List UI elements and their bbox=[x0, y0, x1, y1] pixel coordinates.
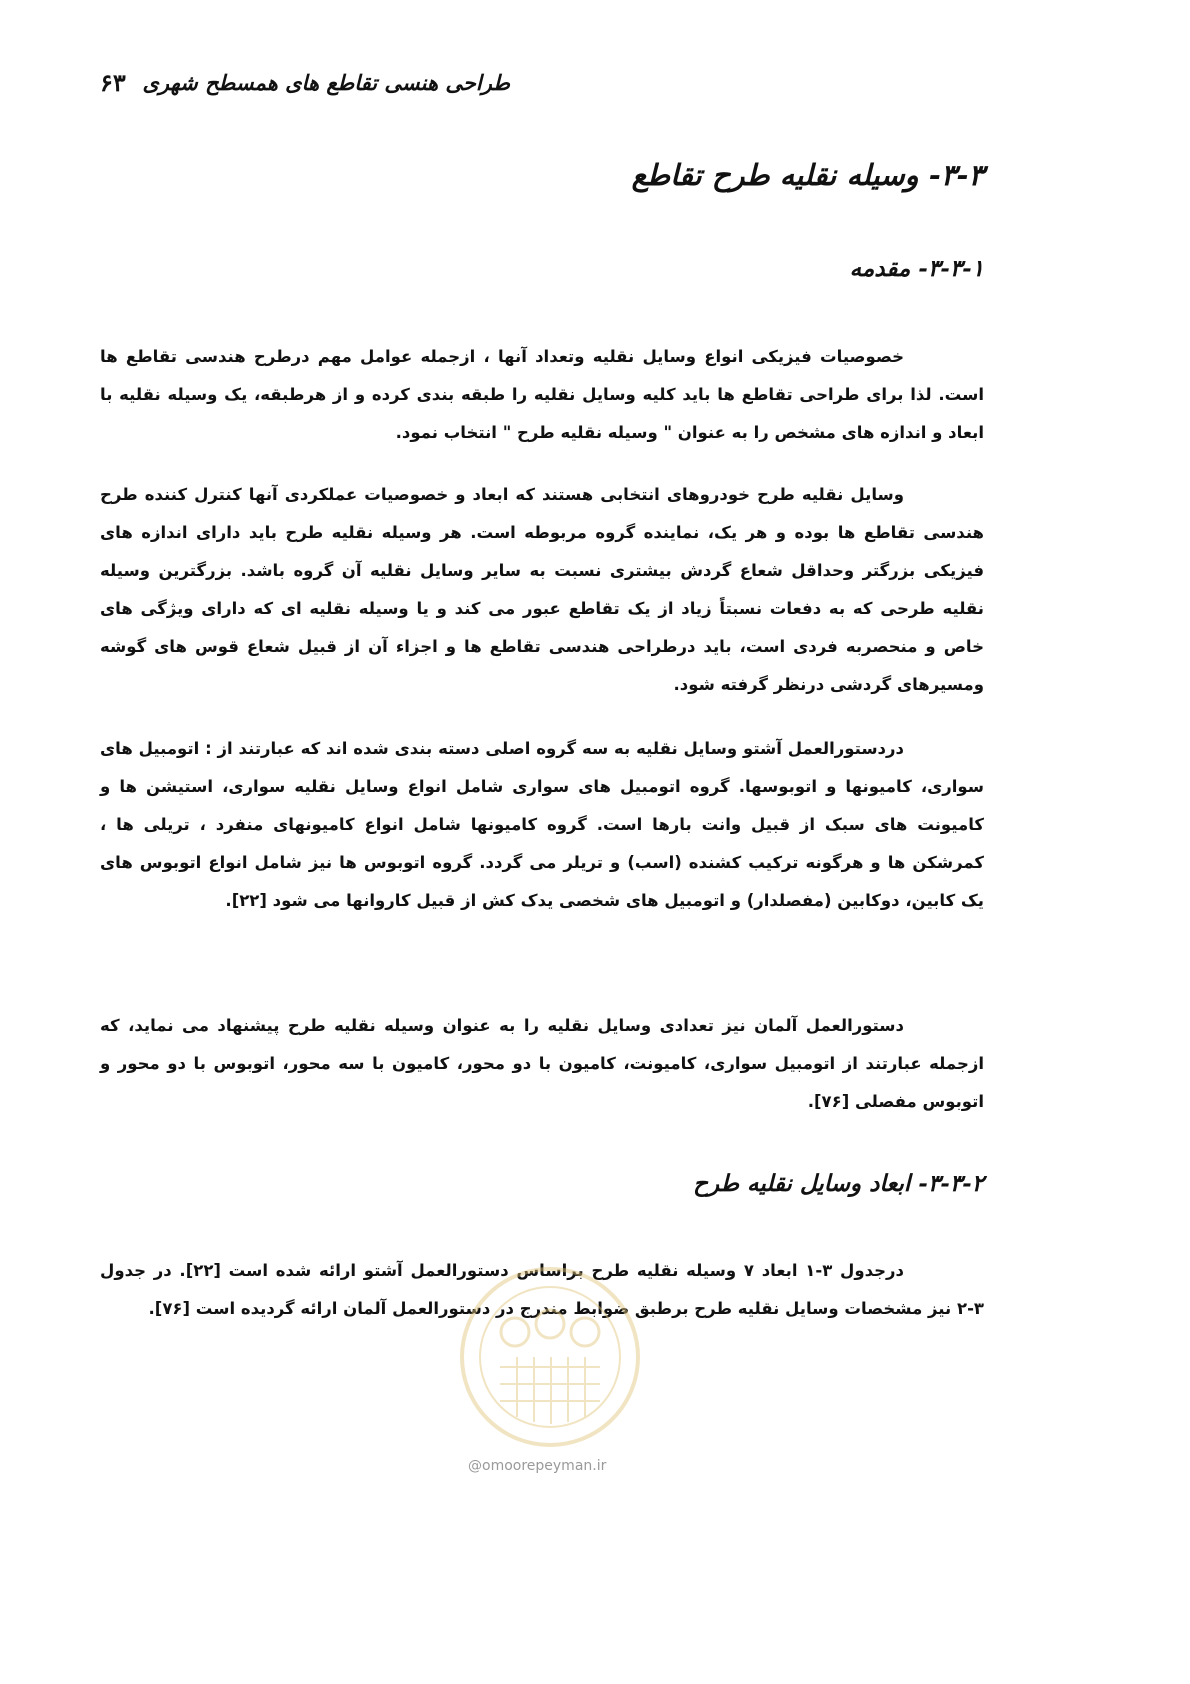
paragraph-intro-2: وسایل نقلیه طرح خودروهای انتخابی هستند که ابعاد و خصوصیات عملکردی آنها کنترل کننده طرح هندسی تقاطع ها بوده و هر یک، نماینده گروه مربوطه است. هر وسیله نقلیه طرح باید دارای اندازه های فیزیکی بزرگتر وحداقل شعاع گردش بیشتری نسبت به سایر وسایل نقلیه آن گروه باشد. بزرگترین وسیله نقلیه طرحی که به دفعات نسبتاً زیاد از یک تقاطع عبور می کند و یا وسیله نقلیه ای که دارای ویژگی های خاص و منحصربه فردی است، باید درطراحی هندسی تقاطع ها و اجزاء آن از قبیل شعاع قوس های گوشه ومسیرهای گردشی درنظر گرفته شود. bbox=[100, 485, 984, 694]
running-title: طراحی هنسی تقاطع های همسطح شهری bbox=[142, 69, 510, 95]
watermark-seal bbox=[455, 1262, 645, 1452]
paragraph-german-guideline: دستورالعمل آلمان نیز تعدادی وسایل نقلیه را به عنوان وسیله نقلیه طرح پیشنهاد می نماید، که ازجمله عبارتند از اتومبیل سواری، کامیونت، کامیون با دو محور، کامیون با سه محور، اتوبوس با دو محور و اتوبوس مفصلی [۷۶]. bbox=[100, 1016, 984, 1111]
watermark-url: @omoorepeyman.ir bbox=[468, 1458, 607, 1474]
subsection-heading-3-3-1: ۳-۳-۱- مقدمه bbox=[849, 255, 984, 282]
page-number: ۶۳ bbox=[100, 67, 126, 97]
paragraph-intro-1: خصوصیات فیزیکی انواع وسایل نقلیه وتعداد آنها ، ازجمله عوامل مهم درطرح هندسی تقاطع ها است. لذا برای طراحی تقاطع ها باید کلیه وسایل نقلیه را طبقه بندی کرده و از هرطبقه، یک وسیله نقلیه با ابعاد و اندازه های مشخص را به عنوان " وسیله نقلیه طرح " انتخاب نمود. bbox=[100, 347, 984, 442]
subsection-heading-3-3-2: ۳-۳-۲- ابعاد وسایل نقلیه طرح bbox=[693, 1170, 984, 1197]
paragraph-dimensions: درجدول ۳-۱ ابعاد ۷ وسیله نقلیه طرح براساس دستورالعمل آشتو ارائه شده است [۲۲]. در جدول ۳-۲ نیز مشخصات وسایل نقلیه طرح برطبق ضوابط مندرج در دستورالعمل آلمان ارائه گردیده است [۷۶]. bbox=[100, 1261, 984, 1318]
section-heading-3-3: ۳-۳- وسیله نقلیه طرح تقاطع bbox=[631, 158, 984, 192]
page-header bbox=[100, 62, 510, 102]
paragraph-aashto-groups: دردستورالعمل آشتو وسایل نقلیه به سه گروه اصلی دسته بندی شده اند که عبارتند از : اتومبیل های سواری، کامیونها و اتوبوسها. گروه اتومبیل های سواری شامل انواع وسایل نقلیه سواری، استیشن ها و کامیونت های سبک از قبیل وانت بارها است. گروه کامیونها شامل انواع کامیونهای منفرد ، تریلی ها ، کمرشکن ها و هرگونه ترکیب کشنده (اسب) و تریلر می گردد. گروه اتوبوس ها نیز شامل انواع اتوبوس های یک کابین، دوکابین (مفصلدار) و اتومبیل های شخصی یدک کش از قبیل کاروانها می شود [۲۲]. bbox=[100, 739, 984, 910]
